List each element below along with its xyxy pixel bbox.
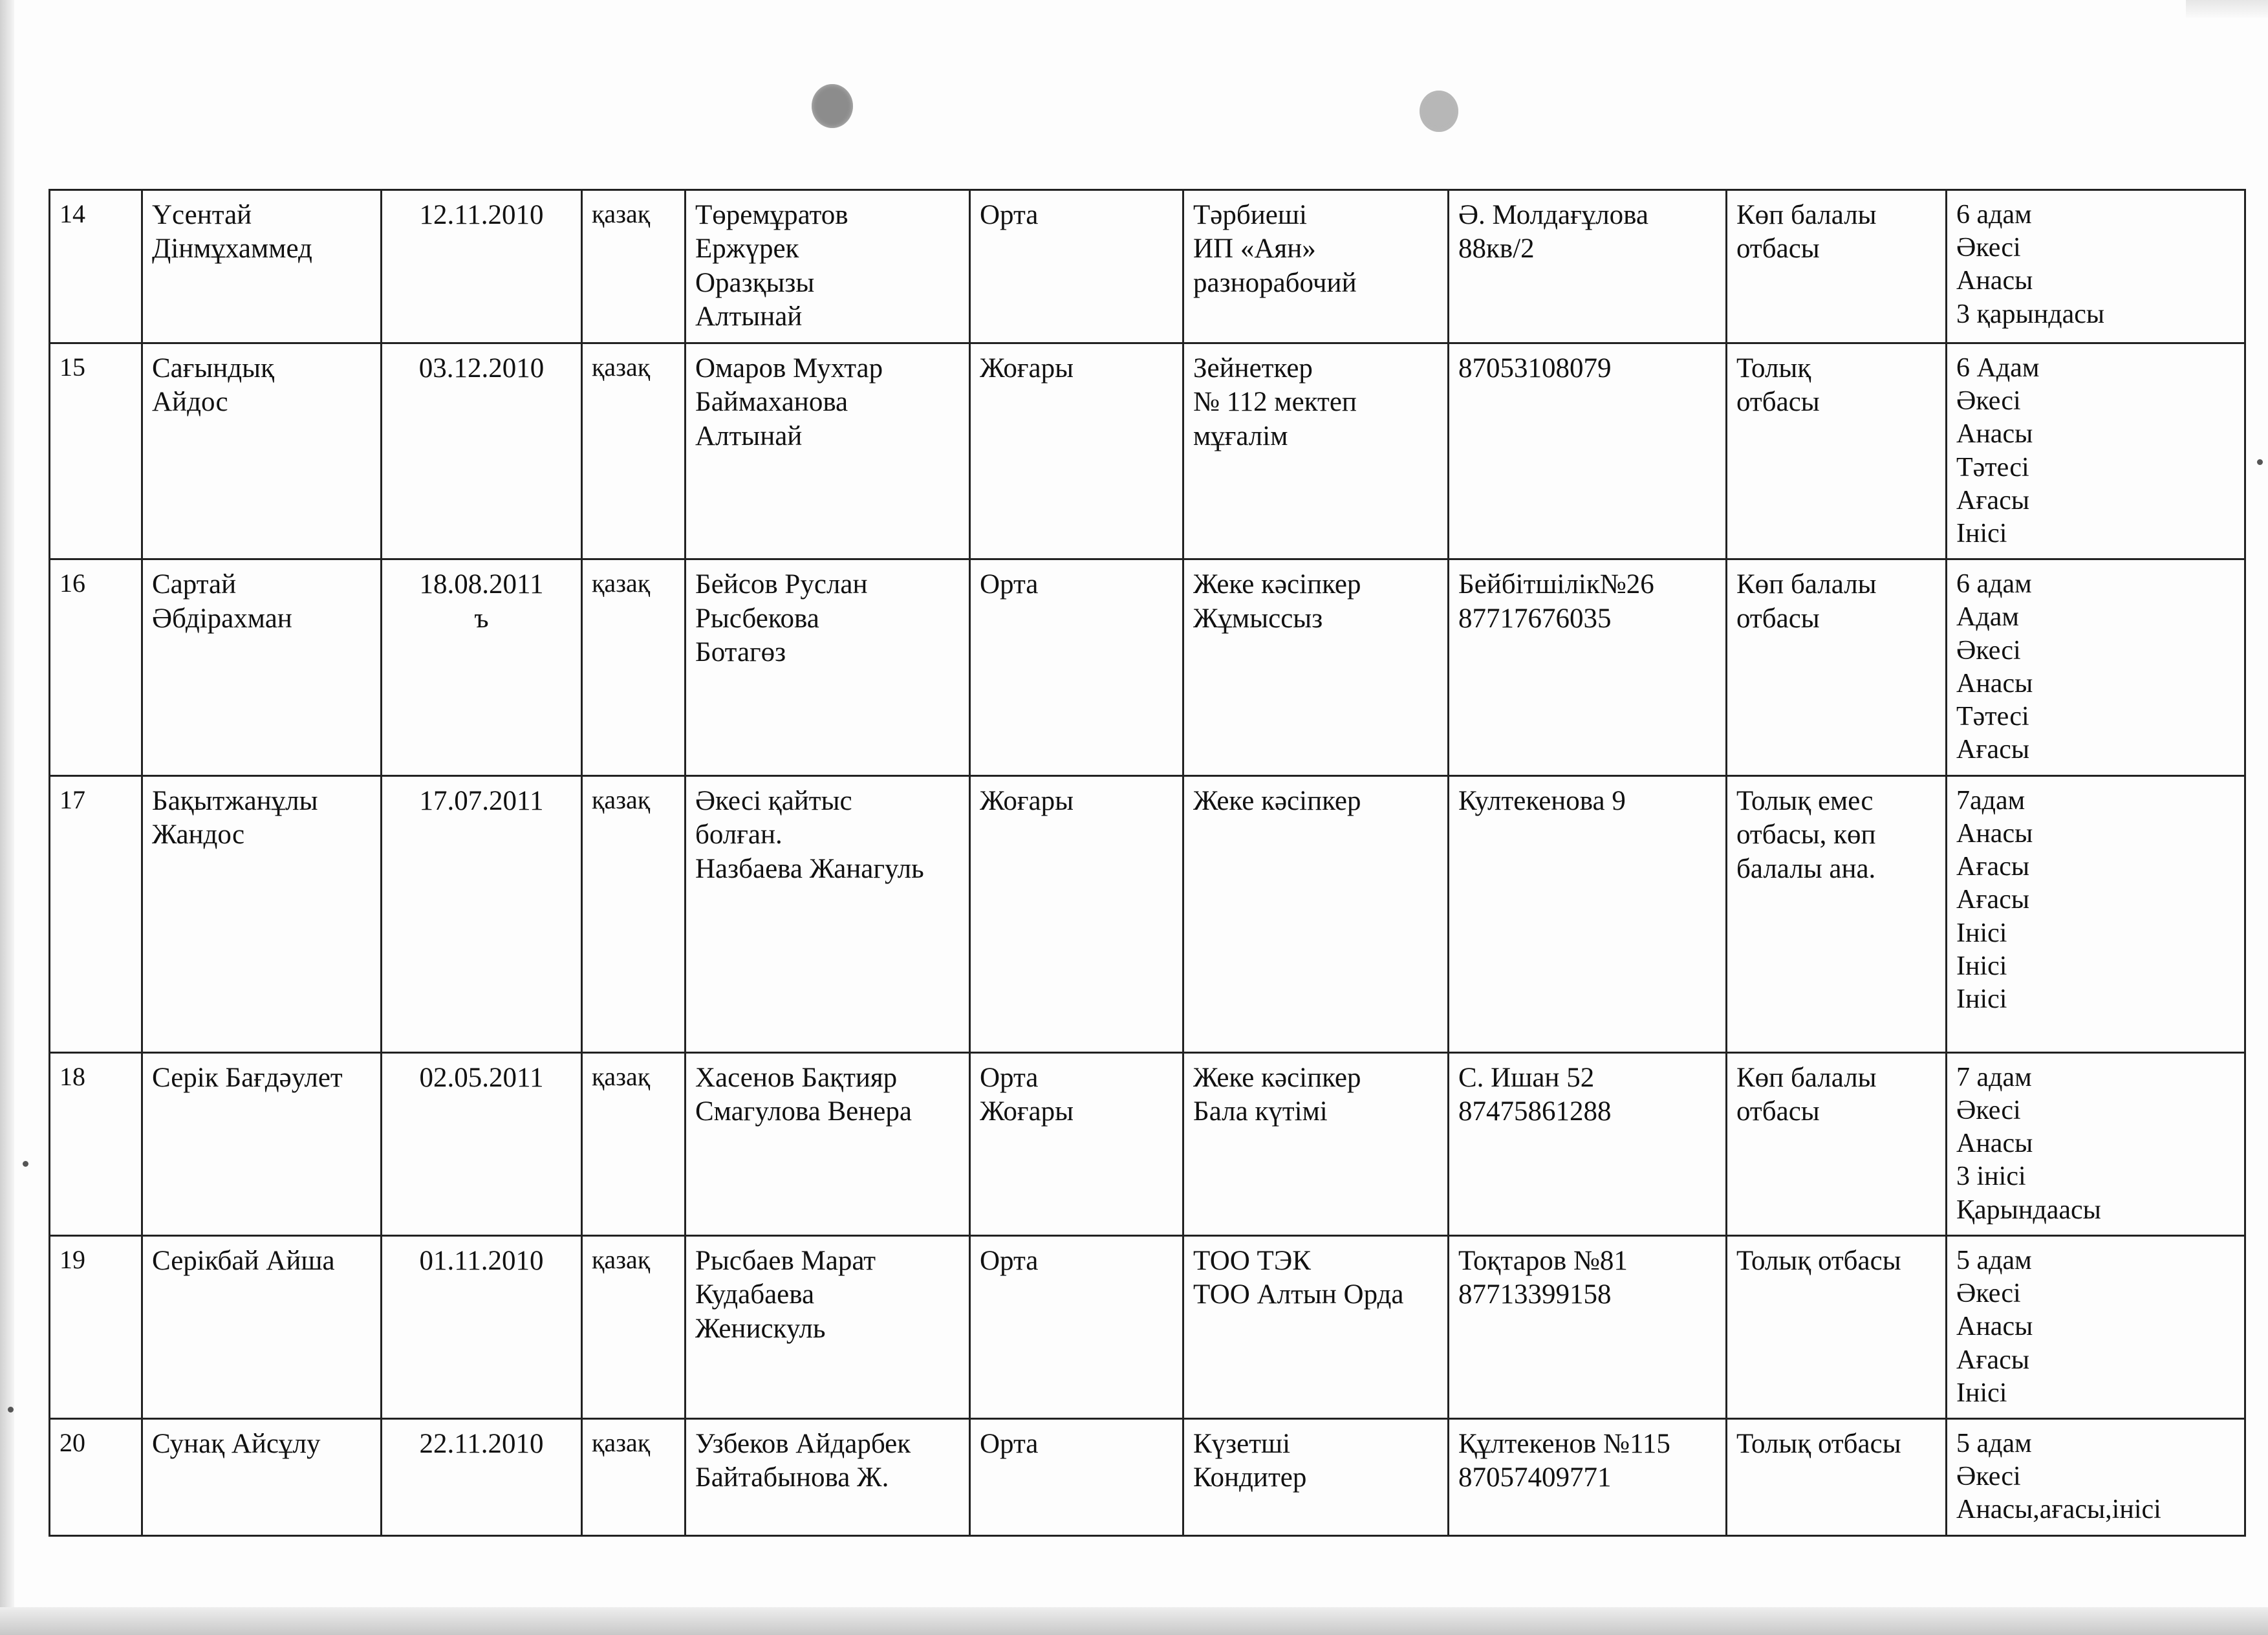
parents-names-text: Хасенов Бақтияр — [695, 1062, 898, 1093]
family-status-text: балалы ана. — [1736, 853, 1876, 884]
row-number-cell — [50, 1052, 142, 1235]
education-cell — [970, 190, 1183, 343]
workplace-text: ИП «Аян» — [1193, 233, 1316, 265]
student-name-cell — [142, 343, 382, 559]
nationality-text: қазақ — [592, 785, 651, 814]
nationality-text: қазақ — [592, 199, 651, 228]
family-members-text: Әкесі — [1956, 233, 2021, 263]
family-status-cell — [1727, 190, 1947, 343]
row-number-cell — [50, 190, 142, 343]
parents-names-cell — [686, 775, 970, 1052]
student-family-table — [49, 189, 2246, 1537]
parents-names-text: Рысбаев Марат — [695, 1245, 876, 1276]
student-name-text: Сартай — [152, 569, 237, 600]
workplace-cell — [1183, 1052, 1449, 1235]
workplace-text: ТОО ТЭК — [1193, 1245, 1311, 1276]
nationality-cell — [582, 190, 686, 343]
family-members-text: Әкесі — [1956, 1095, 2021, 1125]
family-members-text: Інісі — [1956, 951, 2007, 981]
workplace-cell — [1183, 775, 1449, 1052]
row-number-text: 14 — [59, 199, 85, 228]
education-text: Жоғары — [980, 352, 1074, 384]
row-number-text: 15 — [59, 352, 85, 382]
family-members-text: Ағасы — [1956, 485, 2030, 515]
row-number-cell — [50, 775, 142, 1052]
family-members-cell — [1947, 343, 2245, 559]
student-name-text: Дінмұхаммед — [152, 233, 312, 265]
table-row — [50, 343, 2245, 559]
education-cell — [970, 1235, 1183, 1418]
parents-names-text: Төремұратов — [695, 200, 848, 230]
nationality-cell — [582, 775, 686, 1052]
parents-names-text: Омаров Мухтар — [695, 352, 883, 384]
education-text: Орта — [980, 1062, 1039, 1093]
parents-names-text: Байтабынова Ж. — [695, 1462, 889, 1493]
family-status-text: Толық емес — [1736, 785, 1874, 816]
parents-names-text: Әкесі қайтыс — [695, 785, 852, 816]
birth-date-text: 18.08.2011 — [419, 569, 544, 600]
nationality-text: қазақ — [592, 1427, 651, 1457]
family-status-text: Көп балалы — [1736, 1062, 1877, 1093]
nationality-cell — [582, 1052, 686, 1235]
student-name-cell — [142, 775, 382, 1052]
family-members-text: Анасы — [1956, 419, 2033, 449]
workplace-text: Кондитер — [1193, 1462, 1307, 1493]
workplace-text: разнорабочий — [1193, 267, 1357, 298]
family-members-cell — [1947, 559, 2245, 775]
education-text: Орта — [980, 200, 1039, 230]
family-members-text: Қарындаасы — [1956, 1195, 2101, 1225]
student-name-text: Серік Бағдәулет — [152, 1062, 343, 1093]
family-members-text: Анасы — [1956, 266, 2033, 296]
family-members-text: Тәтесі — [1956, 702, 2029, 732]
nationality-text: қазақ — [592, 568, 651, 598]
workplace-cell — [1183, 1418, 1449, 1535]
table-row — [50, 559, 2245, 775]
family-members-text: Анасы — [1956, 1312, 2033, 1342]
page-left-edge — [0, 0, 14, 1635]
birth-date-cell — [382, 775, 582, 1052]
family-members-text: 5 адам — [1956, 1245, 2032, 1275]
table-body — [50, 190, 2245, 1536]
family-members-cell — [1947, 1418, 2245, 1535]
workplace-text: мұғалім — [1193, 420, 1288, 451]
workplace-cell — [1183, 190, 1449, 343]
address-phone-text: С. Ишан 52 — [1458, 1062, 1595, 1093]
address-phone-text: Ә. Молдағұлова — [1458, 200, 1648, 230]
workplace-text: Күзетші — [1193, 1428, 1291, 1459]
workplace-text: Жеке кәсіпкер — [1193, 1062, 1361, 1093]
education-cell — [970, 1052, 1183, 1235]
address-phone-cell — [1449, 343, 1727, 559]
student-name-text: Сағындық — [152, 352, 274, 384]
scan-speck — [2257, 459, 2263, 465]
family-status-text: отбасы — [1736, 387, 1820, 418]
row-number-cell — [50, 1235, 142, 1418]
parents-names-text: Ержүрек — [695, 233, 799, 265]
address-phone-text: 87057409771 — [1458, 1462, 1612, 1493]
family-status-cell — [1727, 1235, 1947, 1418]
family-members-cell — [1947, 1052, 2245, 1235]
family-members-cell — [1947, 1235, 2245, 1418]
parents-names-cell — [686, 1235, 970, 1418]
family-members-text: Анасы — [1956, 1129, 2033, 1159]
family-members-cell — [1947, 190, 2245, 343]
education-cell — [970, 559, 1183, 775]
workplace-text: Зейнеткер — [1193, 352, 1313, 384]
family-members-text: 5 адам — [1956, 1428, 2032, 1458]
table-row — [50, 1235, 2245, 1418]
parents-names-text: Женискуль — [695, 1313, 826, 1344]
address-phone-text: 87717676035 — [1458, 603, 1612, 634]
education-cell — [970, 1418, 1183, 1535]
student-name-cell — [142, 1235, 382, 1418]
education-text: Жоғары — [980, 785, 1074, 816]
address-phone-cell — [1449, 559, 1727, 775]
row-number-cell — [50, 559, 142, 775]
family-members-text: Ағасы — [1956, 852, 2030, 882]
family-members-text: Анасы — [1956, 668, 2033, 698]
nationality-cell — [582, 1235, 686, 1418]
workplace-cell — [1183, 1235, 1449, 1418]
education-text: Орта — [980, 1245, 1039, 1276]
education-cell — [970, 775, 1183, 1052]
parents-names-text: Оразқызы — [695, 267, 815, 298]
birth-date-text: 03.12.2010 — [418, 352, 545, 384]
page-top-fold — [2186, 0, 2268, 18]
address-phone-text: Култекенова 9 — [1458, 785, 1626, 816]
student-name-cell — [142, 1052, 382, 1235]
birth-date-cell — [382, 559, 582, 775]
student-name-cell — [142, 559, 382, 775]
address-phone-text: 88кв/2 — [1458, 233, 1535, 265]
workplace-text: Бала күтімі — [1193, 1096, 1328, 1127]
workplace-cell — [1183, 559, 1449, 775]
family-status-text: отбасы — [1736, 603, 1820, 634]
workplace-text: Тәрбиеші — [1193, 200, 1307, 230]
address-phone-text: 87475861288 — [1458, 1096, 1612, 1127]
workplace-text: Жеке кәсіпкер — [1193, 569, 1361, 600]
workplace-text: Жұмыссыз — [1193, 603, 1323, 634]
education-text: Жоғары — [980, 1096, 1074, 1127]
punch-hole — [812, 84, 853, 128]
address-phone-text: 87713399158 — [1458, 1279, 1612, 1310]
address-phone-text: Тоқтаров №81 — [1458, 1245, 1628, 1276]
family-status-cell — [1727, 559, 1947, 775]
parents-names-cell — [686, 1052, 970, 1235]
address-phone-cell — [1449, 190, 1727, 343]
row-number-text: 17 — [59, 785, 85, 814]
workplace-cell — [1183, 343, 1449, 559]
student-name-text: Бақытжанұлы — [152, 785, 318, 816]
parents-names-cell — [686, 559, 970, 775]
birth-date-text: 22.11.2010 — [419, 1428, 544, 1459]
row-number-text: 16 — [59, 568, 85, 598]
student-name-text: Әбдірахман — [152, 603, 292, 634]
nationality-cell — [582, 343, 686, 559]
family-members-text: Ағасы — [1956, 885, 2030, 915]
address-phone-text: Бейбітшілік№26 — [1458, 569, 1654, 600]
birth-date-cell — [382, 1418, 582, 1535]
family-status-text: Көп балалы — [1736, 200, 1877, 230]
table-row — [50, 1052, 2245, 1235]
row-number-text: 18 — [59, 1061, 85, 1091]
row-number-cell — [50, 1418, 142, 1535]
parents-names-text: Узбеков Айдарбек — [695, 1428, 911, 1459]
table-row — [50, 190, 2245, 343]
family-members-text: Ағасы — [1956, 1345, 2030, 1375]
family-status-text: отбасы — [1736, 1096, 1820, 1127]
family-members-text: Інісі — [1956, 1378, 2007, 1408]
family-members-text: Анасы,ағасы,інісі — [1956, 1495, 2161, 1525]
address-phone-text: 87053108079 — [1458, 352, 1612, 384]
parents-names-cell — [686, 190, 970, 343]
family-members-text: 3 қарындасы — [1956, 299, 2105, 329]
education-text: Орта — [980, 569, 1039, 600]
family-members-text: Әкесі — [1956, 1462, 2021, 1492]
address-phone-text: Құлтекенов №115 — [1458, 1428, 1670, 1459]
address-phone-cell — [1449, 775, 1727, 1052]
family-status-text: Толық отбасы — [1736, 1428, 1901, 1459]
table-row — [50, 1418, 2245, 1535]
parents-names-text: Ботагөз — [695, 637, 786, 668]
student-name-text: Сунақ Айсұлу — [152, 1428, 321, 1459]
family-members-text: 6 адам — [1956, 200, 2032, 230]
row-number-text: 19 — [59, 1244, 85, 1274]
family-status-cell — [1727, 775, 1947, 1052]
parents-names-text: Кудабаева — [695, 1279, 815, 1310]
parents-names-text: болған. — [695, 819, 783, 850]
family-members-text: 7 адам — [1956, 1062, 2032, 1092]
birth-date-text: 17.07.2011 — [419, 785, 544, 816]
workplace-text: ТОО Алтын Орда — [1193, 1279, 1404, 1310]
table-row — [50, 775, 2245, 1052]
scan-speck — [8, 1407, 14, 1413]
family-status-text: отбасы — [1736, 233, 1820, 265]
education-cell — [970, 343, 1183, 559]
family-members-text: Әкесі — [1956, 386, 2021, 417]
family-members-text: Ағасы — [1956, 735, 2030, 765]
family-members-text: Адам — [1956, 602, 2019, 633]
workplace-text: Жеке кәсіпкер — [1193, 785, 1361, 816]
parents-names-text: Баймаханова — [695, 387, 848, 418]
birth-date-cell — [382, 343, 582, 559]
family-members-text: 3 інісі — [1956, 1162, 2026, 1192]
birth-date-text: 02.05.2011 — [419, 1062, 544, 1093]
family-members-text: Әкесі — [1956, 1279, 2021, 1309]
student-name-text: Жандос — [152, 819, 245, 850]
birth-date-text: 12.11.2010 — [419, 200, 544, 230]
family-members-cell — [1947, 775, 2245, 1052]
family-members-text: Тәтесі — [1956, 452, 2029, 482]
birth-date-text: 01.11.2010 — [419, 1245, 544, 1276]
student-name-text: Үсентай — [152, 200, 252, 230]
family-status-cell — [1727, 1418, 1947, 1535]
family-status-text: Көп балалы — [1736, 569, 1877, 600]
family-members-text: Інісі — [1956, 918, 2007, 948]
family-members-text: 6 адам — [1956, 569, 2032, 600]
nationality-text: қазақ — [592, 1244, 651, 1274]
row-number-text: 20 — [59, 1427, 85, 1457]
birth-date-cell — [382, 190, 582, 343]
student-name-text: Серікбай Айша — [152, 1245, 335, 1276]
address-phone-cell — [1449, 1235, 1727, 1418]
family-status-text: Толық отбасы — [1736, 1245, 1901, 1276]
family-status-cell — [1727, 1052, 1947, 1235]
family-members-text: 7адам — [1956, 785, 2025, 816]
address-phone-cell — [1449, 1418, 1727, 1535]
workplace-text: № 112 мектеп — [1193, 387, 1357, 418]
family-members-text: Інісі — [1956, 518, 2007, 548]
nationality-cell — [582, 1418, 686, 1535]
parents-names-text: Назбаева Жанагуль — [695, 853, 924, 884]
student-name-cell — [142, 190, 382, 343]
family-members-text: Інісі — [1956, 984, 2007, 1015]
nationality-text: қазақ — [592, 352, 651, 382]
family-members-text: Әкесі — [1956, 635, 2021, 666]
parents-names-text: Алтынай — [695, 420, 803, 451]
family-members-text: Анасы — [1956, 818, 2033, 849]
family-status-text: отбасы, көп — [1736, 819, 1876, 850]
parents-names-text: Смагулова Венера — [695, 1096, 912, 1127]
page-bottom-edge — [0, 1607, 2268, 1635]
family-members-text: 6 Адам — [1956, 352, 2040, 383]
parents-names-cell — [686, 343, 970, 559]
birth-date-cell — [382, 1052, 582, 1235]
family-status-text: Толық — [1736, 352, 1811, 384]
parents-names-cell — [686, 1418, 970, 1535]
education-text: Орта — [980, 1428, 1039, 1459]
birth-date-cell — [382, 1235, 582, 1418]
parents-names-text: Бейсов Руслан — [695, 569, 868, 600]
address-phone-cell — [1449, 1052, 1727, 1235]
family-status-cell — [1727, 343, 1947, 559]
student-name-text: Айдос — [152, 387, 228, 418]
birth-date-mark: ъ — [474, 603, 489, 634]
punch-hole — [1420, 91, 1458, 132]
student-name-cell — [142, 1418, 382, 1535]
nationality-cell — [582, 559, 686, 775]
row-number-cell — [50, 343, 142, 559]
scan-speck — [23, 1161, 28, 1167]
parents-names-text: Алтынай — [695, 301, 803, 332]
parents-names-text: Рысбекова — [695, 603, 819, 634]
nationality-text: қазақ — [592, 1061, 651, 1091]
